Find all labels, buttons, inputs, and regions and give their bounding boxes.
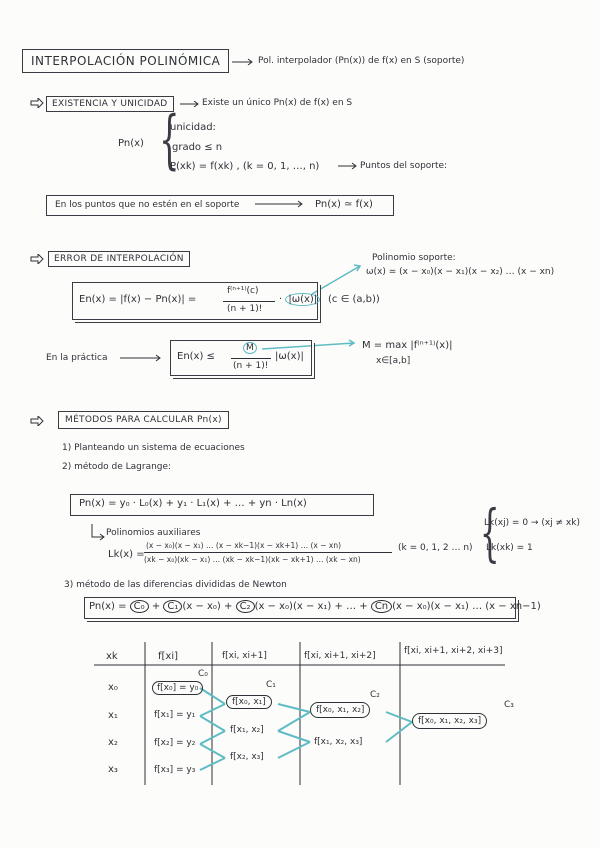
practice-fraction-bar [231, 358, 271, 359]
table-cell-f12: f[x₁, x₂] [230, 725, 264, 735]
newton-cn: Cn [371, 600, 392, 613]
newton-term-1: (x − x₀) + [182, 601, 233, 612]
coef-label-c1: C₁ [266, 680, 276, 690]
newton-box: Pn(x) = C₀ + C₁ (x − x₀) + C₂ (x − x₀)(x − x₁) + … + Cn (x − x₀)(x − x₁) … (x − xn−1) [84, 597, 516, 619]
table-row-x1: x₁ [108, 710, 118, 721]
error-box: En(x) = |f(x) − Pn(x)| = f⁽ⁿ⁺¹⁾(c) (n + 1)! · |ω(x)| [72, 282, 318, 320]
coef-label-c2: C₂ [370, 690, 380, 700]
error-denominator: (n + 1)! [227, 304, 263, 314]
practice-omega: |ω(x)| [275, 351, 304, 362]
newton-c0: C₀ [130, 600, 149, 613]
aux-label: Polinomios auxiliares [106, 528, 201, 538]
lagrange-box [70, 494, 374, 516]
table-cell-f123: f[x₁, x₂, x₃] [314, 737, 363, 747]
hollow-arrow-right-icon [30, 416, 44, 426]
table-header-fxi: f[xi] [158, 651, 179, 662]
error-numerator: f⁽ⁿ⁺¹⁾(c) [227, 286, 259, 296]
practice-label: En la práctica [46, 353, 108, 363]
coef-label-c0: C₀ [198, 669, 208, 679]
lk-brace: { [479, 496, 500, 569]
newton-lhs: Pn(x) = [89, 601, 127, 612]
error-omega: |ω(x)| [285, 293, 320, 306]
newton-c1: C₁ [163, 600, 182, 613]
table-cell-f3: f[x₃] = y₃ [154, 765, 196, 775]
omega-link-arrow [312, 266, 360, 294]
table-row-x2: x₂ [108, 737, 118, 748]
practice-denominator: (n + 1)! [233, 361, 269, 371]
omega-note-title: Polinomio soporte: [372, 253, 456, 263]
page-title: INTERPOLACIÓN POLINÓMICA [22, 49, 229, 73]
practice-lhs: En(x) ≤ [177, 351, 215, 362]
table-cell-f012: f[x₀, x₁, x₂] [310, 702, 370, 718]
newton-c2: C₂ [236, 600, 255, 613]
method-1: 1) Planteando un sistema de ecuaciones [62, 443, 245, 453]
coef-label-c3: C₃ [504, 700, 514, 710]
lk-numerator: (x − x₀)(x − x₁) … (x − xk−1)(x − xk+1) … (x − xn) [146, 541, 342, 550]
error-lhs: En(x) = |f(x) − Pn(x)| = [79, 294, 197, 305]
lk-denominator: (xk − x₀)(xk − x₁) … (xk − xk−1)(xk − xk+1) … (xk − xn) [144, 555, 361, 564]
lk-property-2: Lk(xk) = 1 [486, 543, 533, 553]
s1-heading: EXISTENCIA Y UNICIDAD [46, 96, 174, 112]
table-header-fxi-xi1: f[xi, xi+1] [222, 651, 267, 661]
m-domain: x∈[a,b] [376, 356, 411, 366]
soporte-text: En los puntos que no estén en el soporte [55, 200, 240, 210]
s1-brace: { [159, 103, 180, 177]
title-arrow-text: Pol. interpolador (Pn(x)) de f(x) en S (soporte) [258, 56, 465, 66]
method-3: 3) método de las diferencias divididas de Newton [64, 580, 287, 590]
newton-term-2: (x − x₀)(x − x₁) + … + [254, 601, 368, 612]
practice-box [170, 340, 312, 376]
soporte-approx: Pn(x) ≃ f(x) [315, 199, 373, 210]
lk-range: (k = 0, 1, 2 … n) [398, 543, 473, 553]
error-fraction-bar [223, 301, 275, 302]
table-cell-f23: f[x₂, x₃] [230, 752, 264, 762]
cond-grado: grado ≤ n [172, 142, 223, 153]
lagrange-formula: Pn(x) = y₀ · L₀(x) + y₁ · L₁(x) + … + yn · Ln(x) [79, 498, 307, 509]
cond-unicidad: unicidad: [170, 122, 216, 133]
hollow-arrow-right-icon [30, 254, 44, 264]
table-row-x0: x₀ [108, 682, 118, 693]
m-definition: M = max |f⁽ⁿ⁺¹⁾(x)| [362, 340, 453, 351]
table-header-fxi-xi2: f[xi, xi+1, xi+2] [304, 651, 376, 661]
table-cell-f01: f[x₀, x₁] [226, 695, 272, 709]
s3-heading: MÉTODOS PARA CALCULAR Pn(x) [58, 411, 229, 429]
omega-note-formula: ω(x) = (x − x₀)(x − x₁)(x − x₂) … (x − xn) [366, 267, 555, 277]
pn-label: Pn(x) [118, 138, 144, 149]
method-2: 2) método de Lagrange: [62, 462, 172, 472]
table-cell-f1: f[x₁] = y₁ [154, 710, 196, 720]
practice-numerator: M [243, 342, 257, 354]
lk-lhs: Lk(x) = [108, 549, 145, 560]
s1-heading-note: Existe un único Pn(x) de f(x) en S [202, 98, 353, 108]
s2-heading: ERROR DE INTERPOLACIÓN [48, 251, 190, 267]
table-row-x3: x₃ [108, 764, 118, 775]
soporte-box [46, 195, 394, 216]
lk-property-1: Lk(xj) = 0 → (xj ≠ xk) [484, 518, 580, 528]
table-cell-f0123: f[x₀, x₁, x₂, x₃] [412, 713, 487, 729]
table-cell-f0: f[x₀] = y₀ [152, 681, 203, 695]
lk-fraction-bar [144, 552, 392, 553]
table-cell-f2: f[x₂] = y₂ [154, 738, 196, 748]
error-condition: (c ∈ (a,b)) [328, 294, 380, 305]
cond3-note: Puntos del soporte: [360, 161, 448, 171]
cond-interpolation: P(xk) = f(xk) , (k = 0, 1, …, n) [170, 161, 320, 172]
hollow-arrow-right-icon [30, 98, 44, 108]
newton-term-n: (x − x₀)(x − x₁) … (x − xn−1) [392, 601, 541, 612]
table-header-fxi-xi3: f[xi, xi+1, xi+2, xi+3] [404, 646, 503, 656]
table-header-xk: xk [106, 651, 118, 662]
